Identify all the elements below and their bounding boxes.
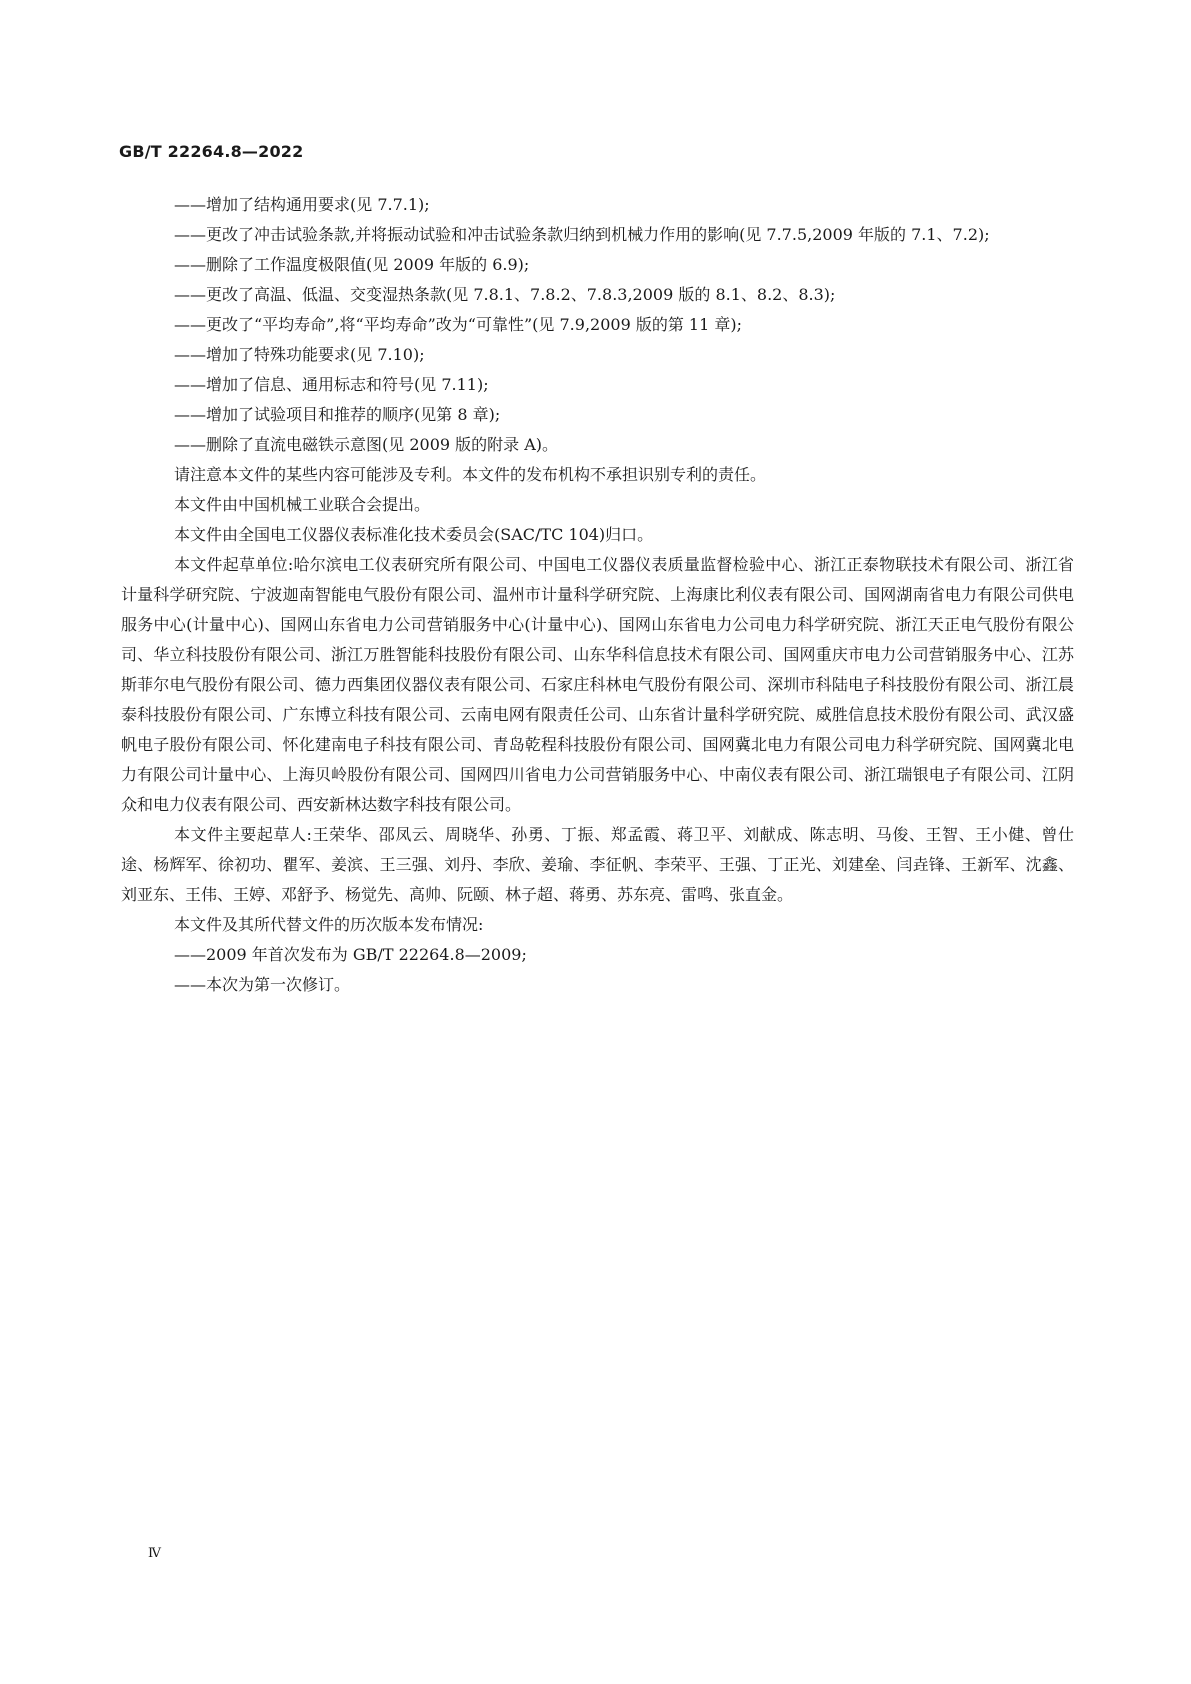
change-item: ——增加了试验项目和推荐的顺序(见第 8 章);: [174, 405, 501, 424]
standard-number-header: GB/T 22264.8—2022: [119, 142, 304, 161]
change-item: ——更改了“平均寿命”,将“平均寿命”改为“可靠性”(见 7.9,2009 版的第 11 章);: [174, 315, 742, 334]
proposed-by-statement: 本文件由中国机械工业联合会提出。: [174, 495, 431, 514]
patent-statement: 请注意本文件的某些内容可能涉及专利。本文件的发布机构不承担识别专利的责任。: [174, 465, 767, 484]
change-item: ——增加了结构通用要求(见 7.7.1);: [174, 195, 430, 214]
main-drafters-paragraph: 本文件主要起草人:王荣华、邵凤云、周晓华、孙勇、丁振、郑孟霞、蒋卫平、刘献成、陈志明、马俊、王智、王小健、曾仕途、杨辉军、徐初功、瞿军、姜滨、王三强、刘丹、李欣、姜瑜、李征帆、李荣平、王强、丁正光、刘建垒、闫垚锋、王新军、沈鑫、刘亚东、王伟、王婷、邓舒予、杨觉先、高帅、阮颐、林子超、蒋勇、苏东亮、雷鸣、张直金。: [121, 825, 1074, 904]
change-item: ——删除了直流电磁铁示意图(见 2009 版的附录 A)。: [174, 435, 559, 454]
centralized-by-statement: 本文件由全国电工仪器仪表标准化技术委员会(SAC/TC 104)归口。: [174, 525, 654, 544]
change-item: ——增加了特殊功能要求(见 7.10);: [174, 345, 425, 364]
document-body: [121, 190, 1074, 1000]
change-item: ——更改了高温、低温、交变湿热条款(见 7.8.1、7.8.2、7.8.3,2009 版的 8.1、8.2、8.3);: [174, 285, 836, 304]
page-number: Ⅳ: [148, 1546, 161, 1561]
history-item: ——本次为第一次修订。: [174, 975, 351, 994]
drafting-units-paragraph: 本文件起草单位:哈尔滨电工仪表研究所有限公司、中国电工仪器仪表质量监督检验中心、浙江正泰物联技术有限公司、浙江省计量科学研究院、宁波迦南智能电气股份有限公司、温州市计量科学研究院、上海康比利仪表有限公司、国网湖南省电力有限公司供电服务中心(计量中心)、国网山东省电力公司营销服务中心(计量中心)、国网山东省电力公司电力科学研究院、浙江天正电气股份有限公司、华立科技股份有限公司、浙江万胜智能科技股份有限公司、山东华科信息技术有限公司、国网重庆市电力公司营销服务中心、江苏斯菲尔电气股份有限公司、德力西集团仪器仪表有限公司、石家庄科林电气股份有限公司、深圳市科陆电子科技股份有限公司、浙江晨泰科技股份有限公司、广东博立科技有限公司、云南电网有限责任公司、山东省计量科学研究院、威胜信息技术股份有限公司、武汉盛帆电子股份有限公司、怀化建南电子科技有限公司、青岛乾程科技股份有限公司、国网冀北电力有限公司电力科学研究院、国网冀北电力有限公司计量中心、上海贝岭股份有限公司、国网四川省电力公司营销服务中心、中南仪表有限公司、浙江瑞银电子有限公司、江阴众和电力仪表有限公司、西安新林达数字科技有限公司。: [121, 555, 1074, 814]
change-item: ——更改了冲击试验条款,并将振动试验和冲击试验条款归纳到机械力作用的影响(见 7.7.5,2009 年版的 7.1、7.2);: [174, 225, 990, 244]
change-item: ——增加了信息、通用标志和符号(见 7.11);: [174, 375, 489, 394]
change-item: ——删除了工作温度极限值(见 2009 年版的 6.9);: [174, 255, 530, 274]
history-intro: 本文件及其所代替文件的历次版本发布情况:: [174, 915, 484, 934]
history-item: ——2009 年首次发布为 GB/T 22264.8—2009;: [174, 945, 527, 964]
